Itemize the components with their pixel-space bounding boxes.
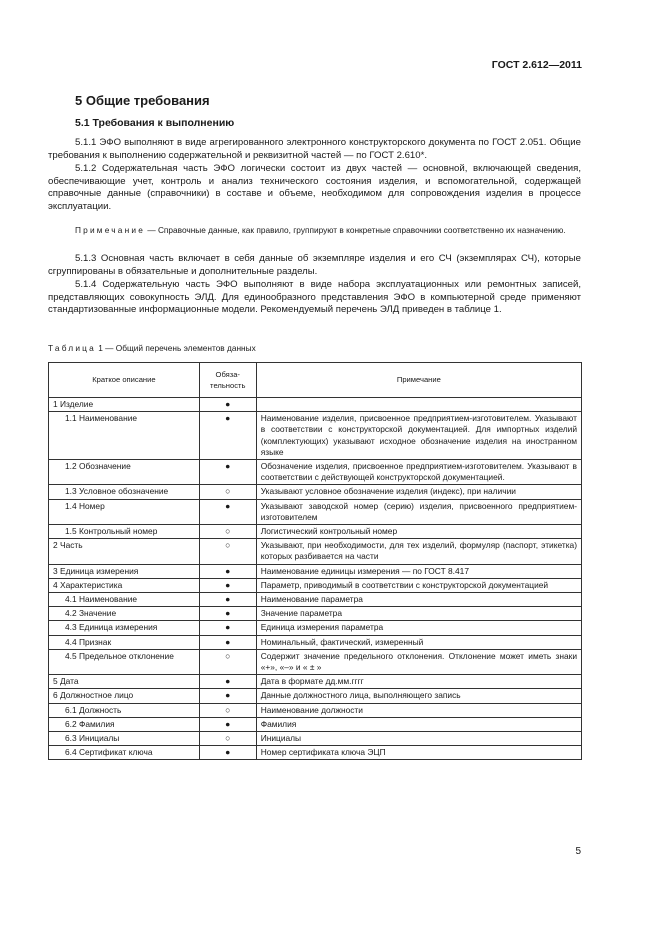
cell-note: Указывают условное обозначение изделия (индекс), при наличии — [256, 485, 581, 499]
cell-obligation-mark: ● — [199, 398, 256, 412]
table-row — [49, 607, 582, 621]
cell-note: Логистический контрольный номер — [256, 525, 581, 539]
cell-obligation-mark: ○ — [199, 525, 256, 539]
cell-note: Значение параметра — [256, 607, 581, 621]
table-row — [49, 578, 582, 592]
paragraph-5-1-2: 5.1.2 Содержательная часть ЭФО логически состоит из двух частей — основной, включающей сведения, обеспечивающие учет, контроль и анализ технического состояния изделия, и вспомогательной, содержащей справочные данные (справочники) в составе и объеме, необходимом для сопровождения изделия в процессе эксплуатации. — [48, 163, 581, 212]
table-row — [49, 621, 582, 635]
cell-note: Наименование параметра — [256, 593, 581, 607]
cell-obligation-mark: ● — [199, 412, 256, 460]
page-number: 5 — [575, 846, 581, 857]
table-row — [49, 732, 582, 746]
cell-obligation-mark: ● — [199, 578, 256, 592]
cell-obligation-mark: ● — [199, 621, 256, 635]
cell-obligation-mark: ○ — [199, 703, 256, 717]
cell-obligation-mark: ● — [199, 675, 256, 689]
cell-description: 6.3 Инициалы — [49, 732, 200, 746]
cell-note: Содержит значение предельного отклонения. Отклонение может иметь знаки «+», «–» и « ± » — [256, 649, 581, 674]
cell-description: 4.2 Значение — [49, 607, 200, 621]
document-header: ГОСТ 2.612—2011 — [491, 59, 582, 71]
cell-description: 1.3 Условное обозначение — [49, 485, 200, 499]
cell-obligation-mark: ○ — [199, 732, 256, 746]
cell-description: 6.1 Должность — [49, 703, 200, 717]
note — [48, 224, 581, 236]
cell-description: 1.2 Обозначение — [49, 460, 200, 485]
table-row — [49, 460, 582, 485]
cell-description: 1.5 Контрольный номер — [49, 525, 200, 539]
cell-note: Номер сертификата ключа ЭЦП — [256, 746, 581, 760]
cell-note: Единица измерения параметра — [256, 621, 581, 635]
cell-description: 4.5 Предельное отклонение — [49, 649, 200, 674]
cell-description: 6.2 Фамилия — [49, 717, 200, 731]
cell-note: Фамилия — [256, 717, 581, 731]
note-label: Примечание — [75, 225, 146, 235]
table-row — [49, 703, 582, 717]
table-row — [49, 593, 582, 607]
cell-note: Дата в формате дд.мм.гггг — [256, 675, 581, 689]
cell-description: 6.4 Сертификат ключа — [49, 746, 200, 760]
cell-description: 4.1 Наименование — [49, 593, 200, 607]
cell-note: Параметр, приводимый в соответствии с конструкторской документацией — [256, 578, 581, 592]
cell-obligation-mark: ● — [199, 717, 256, 731]
cell-description: 1 Изделие — [49, 398, 200, 412]
paragraph-5-1-1: 5.1.1 ЭФО выполняют в виде агрегированного электронного конструкторского документа по ГОСТ 2.051. Общие требования к выполнению содержательной и реквизитной частей — по ГОСТ 2.610*. — [48, 137, 581, 161]
table-row — [49, 649, 582, 674]
table-caption — [48, 343, 256, 353]
cell-obligation-mark: ● — [199, 499, 256, 524]
table-row — [49, 539, 582, 564]
cell-obligation-mark: ● — [199, 593, 256, 607]
table-row — [49, 717, 582, 731]
table-caption-label: Таблица — [48, 343, 96, 353]
cell-note: Наименование должности — [256, 703, 581, 717]
cell-note: Данные должностного лица, выполняющего запись — [256, 689, 581, 703]
cell-note: Указывают, при необходимости, для тех изделий, формуляр (паспорт, этикетка) которых разбивается на части — [256, 539, 581, 564]
cell-description: 1.1 Наименование — [49, 412, 200, 460]
table-row — [49, 398, 582, 412]
table-row — [49, 412, 582, 460]
cell-note: Наименование единицы измерения — по ГОСТ 8.417 — [256, 564, 581, 578]
cell-obligation-mark: ● — [199, 607, 256, 621]
cell-note: Указывают заводской номер (серию) изделия, присвоенного предприятием-изготовителем — [256, 499, 581, 524]
table-header-row — [49, 363, 582, 398]
subsection-title: 5.1 Требования к выполнению — [75, 117, 235, 129]
table-row — [49, 499, 582, 524]
cell-description: 5 Дата — [49, 675, 200, 689]
header-description: Краткое описание — [49, 363, 200, 398]
note-text: — Справочные данные, как правило, группируют в конкретные справочники соответственно их назначению. — [145, 225, 566, 235]
section-title: 5 Общие требования — [75, 93, 210, 108]
table-row — [49, 525, 582, 539]
cell-obligation-mark: ○ — [199, 485, 256, 499]
cell-note: Обозначение изделия, присвоенное предприятием-изготовителем. Указывают в соответствии с действующей конструкторской документацией. — [256, 460, 581, 485]
cell-obligation-mark: ● — [199, 746, 256, 760]
cell-obligation-mark: ● — [199, 689, 256, 703]
table-row — [49, 635, 582, 649]
cell-note: Номинальный, фактический, измеренный — [256, 635, 581, 649]
cell-obligation-mark: ● — [199, 635, 256, 649]
paragraph-5-1-3: 5.1.3 Основная часть включает в себя данные об экземпляре изделия и его СЧ (экземплярах СЧ), которые сгруппированы в обязательные и дополнительные разделы. — [48, 253, 581, 277]
data-elements-table — [48, 362, 582, 760]
table-row — [49, 564, 582, 578]
header-note: Примечание — [256, 363, 581, 398]
table-row — [49, 689, 582, 703]
table-row — [49, 485, 582, 499]
cell-description: 4.3 Единица измерения — [49, 621, 200, 635]
cell-obligation-mark: ● — [199, 564, 256, 578]
table-row — [49, 746, 582, 760]
paragraph-5-1-4: 5.1.4 Содержательную часть ЭФО выполняют в виде набора эксплуатационных или ремонтных записей, представляющих совокупность ЭЛД. Для единообразного представления ЭФО в компьютерной среде применяют стандартизованные информационные модели. Рекомендуемый перечень ЭЛД приведен в таблице 1. — [48, 279, 581, 316]
cell-description: 2 Часть — [49, 539, 200, 564]
cell-description: 1.4 Номер — [49, 499, 200, 524]
cell-description: 4 Характеристика — [49, 578, 200, 592]
cell-obligation-mark: ● — [199, 460, 256, 485]
cell-note: Наименование изделия, присвоенное предприятием-изготовителем. Указывают в соответствии с конструкторской документацией. Для импортных изделий (комплектующих) указывают исходное обозначение изделия на иностранном языке — [256, 412, 581, 460]
cell-description: 6 Должностное лицо — [49, 689, 200, 703]
header-obligation: Обяза-тельность — [199, 363, 256, 398]
table-caption-text: 1 — Общий перечень элементов данных — [95, 343, 256, 353]
cell-description: 4.4 Признак — [49, 635, 200, 649]
cell-note — [256, 398, 581, 412]
cell-note: Инициалы — [256, 732, 581, 746]
cell-obligation-mark: ○ — [199, 539, 256, 564]
table-row — [49, 675, 582, 689]
cell-description: 3 Единица измерения — [49, 564, 200, 578]
cell-obligation-mark: ○ — [199, 649, 256, 674]
